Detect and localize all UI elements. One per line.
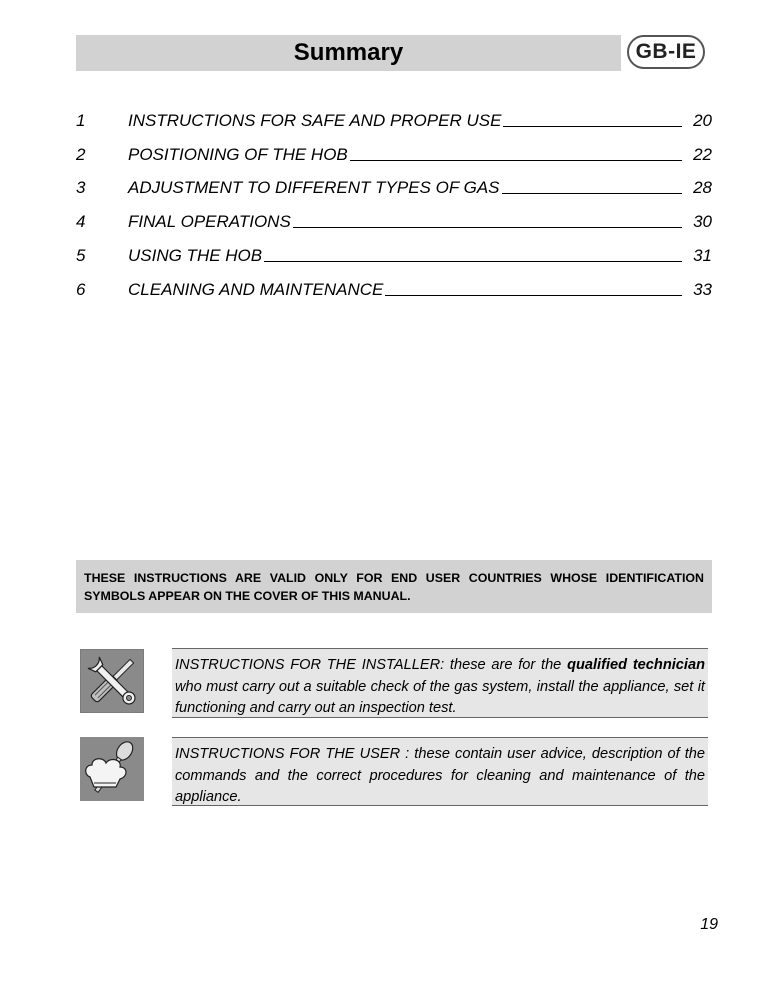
toc-leader-line xyxy=(350,160,682,161)
toc-item-title: USING THE HOB xyxy=(128,245,263,265)
installer-text-after: who must carry out a suitable check of the gas system, install the appliance, set it functioning and carry out an inspection test. xyxy=(175,678,705,716)
toc-item-number: 1 xyxy=(76,110,86,130)
toc-item-page: 33 xyxy=(693,279,712,299)
toc-item-number: 3 xyxy=(76,178,86,198)
installer-instructions xyxy=(172,648,708,718)
chef-hat-spoon-icon xyxy=(80,737,144,801)
toc-item-title: POSITIONING OF THE HOB xyxy=(128,144,348,164)
toc-item[interactable] xyxy=(76,232,712,266)
toc-item[interactable] xyxy=(76,266,712,300)
toc-item-title: CLEANING AND MAINTENANCE xyxy=(128,279,384,299)
toc-item-title: INSTRUCTIONS FOR SAFE AND PROPER USE xyxy=(128,110,502,130)
table-of-contents xyxy=(76,97,712,300)
toc-item[interactable] xyxy=(76,131,712,165)
toc-leader-line xyxy=(293,227,682,228)
toc-item[interactable] xyxy=(76,198,712,232)
toc-item-title: ADJUSTMENT TO DIFFERENT TYPES OF GAS xyxy=(128,178,500,198)
toc-leader-line xyxy=(503,126,682,127)
toc-item-page: 31 xyxy=(693,245,712,265)
toc-item-page: 30 xyxy=(693,212,712,232)
page-number: 19 xyxy=(700,916,718,933)
validity-notice: THESE INSTRUCTIONS ARE VALID ONLY FOR END USER COUNTRIES WHOSE IDENTIFICATION SYMBOLS APPEAR ON THE COVER OF THIS MANUAL. xyxy=(76,560,712,613)
user-instructions: INSTRUCTIONS FOR THE USER : these contain user advice, description of the commands and the correct procedures for cleaning and maintenance of the appliance. xyxy=(172,737,708,806)
toc-leader-line xyxy=(502,193,682,194)
page-title: Summary xyxy=(293,39,404,66)
toc-item-page: 28 xyxy=(693,178,712,198)
country-badge: GB-IE xyxy=(627,35,705,69)
toc-item-page: 20 xyxy=(693,110,712,130)
installer-text-before: INSTRUCTIONS FOR THE INSTALLER: these are for the xyxy=(175,657,568,673)
installer-text-bold: qualified technician xyxy=(567,657,705,673)
toc-item-number: 4 xyxy=(76,212,86,232)
summary-header xyxy=(76,35,621,71)
toc-item[interactable] xyxy=(76,97,712,131)
toc-item-title: FINAL OPERATIONS xyxy=(128,212,291,232)
toc-item[interactable] xyxy=(76,165,712,199)
toc-item-number: 5 xyxy=(76,245,86,265)
toc-item-number: 2 xyxy=(76,144,86,164)
toc-item-number: 6 xyxy=(76,279,86,299)
wrench-screwdriver-icon xyxy=(80,649,144,713)
toc-item-page: 22 xyxy=(693,144,712,164)
toc-leader-line xyxy=(264,261,682,262)
toc-leader-line xyxy=(385,295,682,296)
